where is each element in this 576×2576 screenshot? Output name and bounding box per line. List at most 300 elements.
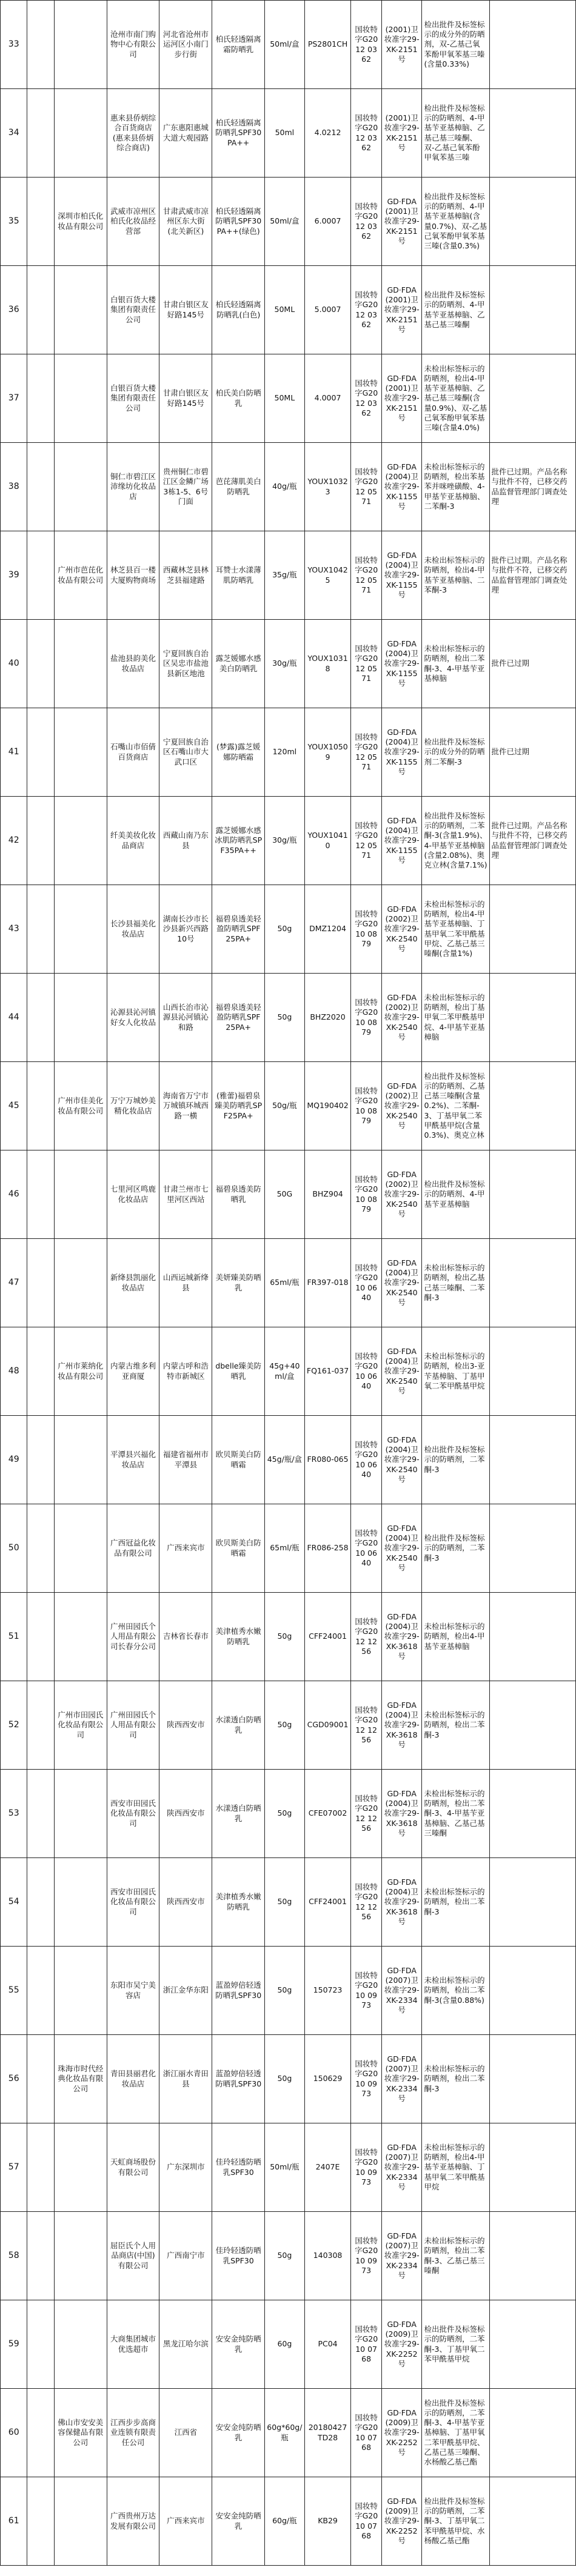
finding-text: 未检出标签标示的防晒剂，检出4-甲基苄亚基樟脑、丁基甲氧二苯甲酰基甲烷: [422, 2123, 489, 2212]
specification: 50g: [265, 974, 305, 1062]
batch-number: 2407E: [304, 2123, 351, 2212]
producer-address: 黑龙江哈尔滨: [159, 2300, 212, 2389]
spacer-cell: [27, 1770, 54, 1858]
row-number: 38: [1, 443, 27, 531]
table-row: [1, 2212, 576, 2300]
batch-number: 6.0007: [304, 178, 351, 266]
table-row: [1, 443, 576, 531]
specification: 50g: [265, 1681, 305, 1770]
product-name: 安安金纯防晒乳: [212, 2477, 265, 2566]
permit-number: 国妆特字G2012 0571: [351, 708, 381, 797]
applicant-company: [54, 1770, 107, 1858]
license-number: GD·FDA(2007)卫妆准字29-XK-2334号: [381, 2035, 422, 2123]
remark-text: [489, 1, 575, 89]
producer-address: 内蒙古呼和浩特市新城区: [159, 1327, 212, 1416]
specification: 30g/瓶: [265, 620, 305, 708]
producer-address: 宁夏回族自治区石嘴山市大武口区: [159, 708, 212, 797]
applicant-company: 佛山市安安美容保健品有限公司: [54, 2389, 107, 2477]
product-name: 柏氏轻透隔离霜防晒乳: [212, 1, 265, 89]
producer-name: 林芝县百一楼大厦购物商场: [107, 531, 159, 620]
permit-number: 国妆特字G2012 0362: [351, 354, 381, 443]
producer-address: 广东惠阳惠城大道大观园路: [159, 89, 212, 178]
producer-name: 内蒙古维多利亚商厦: [107, 1327, 159, 1416]
remark-text: [489, 1327, 575, 1416]
product-name: 美妍臻美防晒乳: [212, 1239, 265, 1327]
permit-number: 国妆特字G2010 0879: [351, 1062, 381, 1150]
producer-address: 陕西西安市: [159, 1681, 212, 1770]
applicant-company: [54, 2300, 107, 2389]
applicant-company: 广州市莱纳化妆品有限公司: [54, 1327, 107, 1416]
finding-text: 检出批件及标签标示的防晒剂、乙基己基三嗪酮(含量0.2%)、二苯酮-3、丁基甲氧二苯甲酰基甲烷(含量0.3%)、奥克立林: [422, 1062, 489, 1150]
finding-text: 检出批件及标签标示的防晒剂、4-甲基苄亚基樟脑: [422, 1150, 489, 1239]
producer-name: 铜仁市碧江区沛缘坊化妆品店: [107, 443, 159, 531]
batch-number: FR086-258: [304, 1504, 351, 1593]
producer-name: 纤美美妆化妆品商店: [107, 797, 159, 885]
finding-text: 未检出标签标示的防晒剂，检出二苯酮-3: [422, 1681, 489, 1770]
permit-number: 国妆特字G2010 0973: [351, 2212, 381, 2300]
specification: 30g/瓶: [265, 797, 305, 885]
product-name: 水漾透白防晒乳: [212, 1770, 265, 1858]
remark-text: [489, 2212, 575, 2300]
license-number: GD·FDA(2004)卫妆准字29-XK-1155号: [381, 531, 422, 620]
spacer-cell: [27, 1062, 54, 1150]
license-number: GD·FDA(2004)卫妆准字29-XK-3618号: [381, 1593, 422, 1681]
remark-text: [489, 89, 575, 178]
table-row: [1, 531, 576, 620]
table-row: [1, 885, 576, 974]
table-row: [1, 1858, 576, 1947]
producer-name: 屈臣氏个人用品商店(中国)有限公司: [107, 2212, 159, 2300]
finding-text: 未检出标签标示的防晒剂，检出二苯酮-3、乙基己基三嗪酮: [422, 2212, 489, 2300]
producer-address: 甘肃武威市凉州区东大街(北关新区): [159, 178, 212, 266]
license-number: GD·FDA(2002)卫妆准字29-XK-2540号: [381, 1150, 422, 1239]
row-number: 51: [1, 1593, 27, 1681]
license-number: (2001)卫妆准字29-XK-2151号: [381, 1, 422, 89]
remark-text: 批件已过期。产品名称与批件不符，已移交药品监督管理部门调查处理: [489, 443, 575, 531]
producer-address: 山西长治市沁源县沁河镇沁和路: [159, 974, 212, 1062]
batch-number: CGD09001: [304, 1681, 351, 1770]
spacer-cell: [27, 708, 54, 797]
applicant-company: [54, 443, 107, 531]
specification: 60g: [265, 2300, 305, 2389]
batch-number: 4.0007: [304, 354, 351, 443]
product-name: 福碧泉透美轻盈防晒乳SPF25PA+: [212, 974, 265, 1062]
product-name: 美津植秀水嫩防晒乳: [212, 1593, 265, 1681]
product-name: (雅蕾)福碧泉臻美防晒乳SPF25PA+: [212, 1062, 265, 1150]
product-name: 露芝媛娜水感冰肌防晒乳SPF35PA++: [212, 797, 265, 885]
row-number: 57: [1, 2123, 27, 2212]
spacer-cell: [27, 1858, 54, 1947]
permit-number: 国妆特字G2012 0362: [351, 1, 381, 89]
permit-number: 国妆特字G2010 0879: [351, 885, 381, 974]
finding-text: 检出批件及标签标示的防晒剂，二苯酮-3、丁基甲氧二苯甲酰基甲烷: [422, 2300, 489, 2389]
applicant-company: 珠海市时代经典化妆品有限公司: [54, 2035, 107, 2123]
product-name: 蓝盈婷倍轻透防晒乳SPF30: [212, 1947, 265, 2035]
applicant-company: [54, 1858, 107, 1947]
row-number: 48: [1, 1327, 27, 1416]
product-name: dbelle臻美防晒乳: [212, 1327, 265, 1416]
spacer-cell: [27, 885, 54, 974]
producer-address: 浙江金华东阳: [159, 1947, 212, 2035]
product-name: 柏氏轻透隔离防晒乳SPF30PA++(绿色): [212, 178, 265, 266]
product-name: 福碧泉透美轻盈防晒乳SPF25PA+: [212, 885, 265, 974]
batch-number: CFF24001: [304, 1593, 351, 1681]
specification: 50g: [265, 2035, 305, 2123]
applicant-company: [54, 2477, 107, 2566]
row-number: 42: [1, 797, 27, 885]
row-number: 34: [1, 89, 27, 178]
specification: 50G: [265, 1150, 305, 1239]
row-number: 41: [1, 708, 27, 797]
spacer-cell: [27, 1947, 54, 2035]
row-number: 39: [1, 531, 27, 620]
row-number: 36: [1, 266, 27, 354]
batch-number: YOUX10318: [304, 620, 351, 708]
table-row: [1, 1504, 576, 1593]
producer-name: 广州田园氏个人用品有限公司: [107, 1681, 159, 1770]
remark-text: [489, 1239, 575, 1327]
row-number: 56: [1, 2035, 27, 2123]
finding-text: 未检出标签标示的防晒剂，检出乙基己基三嗪酮、二苯酮-3: [422, 1239, 489, 1327]
row-number: 43: [1, 885, 27, 974]
batch-number: FR080-065: [304, 1416, 351, 1504]
applicant-company: [54, 1, 107, 89]
finding-text: 未检出标签标示的防晒剂，检出4-甲基苄亚基樟脑: [422, 1593, 489, 1681]
producer-name: 广西贵州万达发展有限公司: [107, 2477, 159, 2566]
specification: 40g/瓶: [265, 443, 305, 531]
remark-text: [489, 2123, 575, 2212]
permit-number: 国妆特字G2010 0973: [351, 1947, 381, 2035]
finding-text: 未检出标签标示的防晒剂，检出3-亚苄基樟脑、丁基甲氧二苯甲酰基甲烷: [422, 1327, 489, 1416]
producer-address: 广东深圳市: [159, 2123, 212, 2212]
spacer-cell: [27, 1, 54, 89]
finding-text: 检出批件及标签标示的防晒剂，二苯酮-3: [422, 1416, 489, 1504]
spacer-cell: [27, 531, 54, 620]
producer-address: 海南省万宁市万城镇环城西路一横: [159, 1062, 212, 1150]
producer-name: 青田县丽君化妆品店: [107, 2035, 159, 2123]
spacer-cell: [27, 266, 54, 354]
license-number: GD·FDA(2009)卫妆准字29-XK-2252号: [381, 2477, 422, 2566]
product-name: 水漾透白防晒乳: [212, 1681, 265, 1770]
license-number: GD·FDA(2004)卫妆准字29-XK-2540号: [381, 1416, 422, 1504]
product-name: 欧贝斯美白防晒霜: [212, 1504, 265, 1593]
license-number: GD·FDA(2007)卫妆准字29-XK-2334号: [381, 2212, 422, 2300]
table-row: [1, 266, 576, 354]
producer-name: 白银百货大楼集团有限责任公司: [107, 354, 159, 443]
spacer-cell: [27, 89, 54, 178]
remark-text: [489, 1947, 575, 2035]
product-name: 蓝盈婷倍轻透防晒乳SPF30: [212, 2035, 265, 2123]
spacer-cell: [27, 1681, 54, 1770]
producer-address: 福建省福州市平潭县: [159, 1416, 212, 1504]
finding-text: 检出批件及标签标示的防晒剂、4-甲基苄亚基樟脑(含量0.7%)、双-乙基己氧苯酚甲氧苯基三嗪(含量0.3%): [422, 178, 489, 266]
permit-number: 国妆特字G2012 0571: [351, 531, 381, 620]
table-row: [1, 1770, 576, 1858]
finding-text: 未检出标签标示的防晒剂，检出4-甲基苄亚基樟脑、二苯酮-3: [422, 531, 489, 620]
permit-number: 国妆特字G2010 0879: [351, 974, 381, 1062]
batch-number: DMZ1204: [304, 885, 351, 974]
applicant-company: [54, 797, 107, 885]
table-body: [1, 1, 576, 2566]
table-row: [1, 2035, 576, 2123]
table-row: [1, 1062, 576, 1150]
product-name: 佳玲轻透防晒乳SPF30: [212, 2123, 265, 2212]
applicant-company: [54, 89, 107, 178]
permit-number: 国妆特字G2010 0640: [351, 1327, 381, 1416]
producer-name: 西安市田园氏化妆品有限公司: [107, 1858, 159, 1947]
table-row: [1, 354, 576, 443]
spacer-cell: [27, 1327, 54, 1416]
license-number: GD·FDA(2002)卫妆准字29-XK-2540号: [381, 885, 422, 974]
permit-number: 国妆特字G2012 1256: [351, 1858, 381, 1947]
producer-address: 陕西西安市: [159, 1858, 212, 1947]
permit-number: 国妆特字G2010 0973: [351, 2035, 381, 2123]
remark-text: [489, 2477, 575, 2566]
specification: 50ML: [265, 266, 305, 354]
spacer-cell: [27, 2212, 54, 2300]
permit-number: 国妆特字G2012 0362: [351, 266, 381, 354]
remark-text: [489, 1150, 575, 1239]
batch-number: FR397-018: [304, 1239, 351, 1327]
remark-text: [489, 266, 575, 354]
specification: 50g: [265, 1947, 305, 2035]
finding-text: 未检出标签标示的防晒剂，检出4-甲基苄亚基樟脑、乙基己基三嗪酮(含量0.9%)、双-乙基己氧苯酚甲氧苯基三嗪(含量4.0%): [422, 354, 489, 443]
batch-number: 150723: [304, 1947, 351, 2035]
remark-text: [489, 885, 575, 974]
table-row: [1, 2300, 576, 2389]
spacer-cell: [27, 797, 54, 885]
spacer-cell: [27, 1416, 54, 1504]
batch-number: PC04: [304, 2300, 351, 2389]
remark-text: 批件已过期: [489, 620, 575, 708]
remark-text: [489, 974, 575, 1062]
remark-text: [489, 1858, 575, 1947]
batch-number: YOUX10425: [304, 531, 351, 620]
license-number: GD·FDA(2004)卫妆准字29-XK-3618号: [381, 1858, 422, 1947]
remark-text: [489, 1593, 575, 1681]
spacer-cell: [27, 620, 54, 708]
row-number: 59: [1, 2300, 27, 2389]
product-name: 柏氏轻透隔离防晒乳SPF30PA++: [212, 89, 265, 178]
remark-text: [489, 1681, 575, 1770]
specification: 65ml/瓶: [265, 1239, 305, 1327]
permit-number: 国妆特字G2012 1256: [351, 1681, 381, 1770]
batch-number: 150629: [304, 2035, 351, 2123]
remark-text: [489, 1770, 575, 1858]
producer-address: 浙江丽水青田县: [159, 2035, 212, 2123]
remark-text: [489, 178, 575, 266]
specification: 50ml/盒: [265, 178, 305, 266]
producer-address: 西藏林芝县林芝县福建路: [159, 531, 212, 620]
specification: 50g: [265, 1593, 305, 1681]
finding-text: 检出批件及标签标示的防晒剂，二苯酮-3、丁基甲氧二苯甲酰基甲烷、水杨酸乙基己酯: [422, 2477, 489, 2566]
row-number: 54: [1, 1858, 27, 1947]
product-name: (梦露)露芝媛娜防晒霜: [212, 708, 265, 797]
producer-name: 长沙县福美化妆品店: [107, 885, 159, 974]
specification: 50ml/瓶: [265, 2123, 305, 2212]
batch-number: CFE07002: [304, 1770, 351, 1858]
producer-address: 西藏山南乃东县: [159, 797, 212, 885]
table-row: [1, 1947, 576, 2035]
specification: 45g+40ml/盒: [265, 1327, 305, 1416]
producer-name: 西安市田园氏化妆品有限公司: [107, 1770, 159, 1858]
table-row: [1, 1150, 576, 1239]
batch-number: 5.0007: [304, 266, 351, 354]
spacer-cell: [27, 2477, 54, 2566]
product-name: 芭芘薄肌美白防晒乳: [212, 443, 265, 531]
row-number: 33: [1, 1, 27, 89]
producer-address: 贵州铜仁市碧江区金鳞广场3栋1-5、6号门面: [159, 443, 212, 531]
product-name: 福碧泉透美防晒乳: [212, 1150, 265, 1239]
product-name: 露芝媛娜水感美白防晒乳: [212, 620, 265, 708]
table-row: [1, 2389, 576, 2477]
license-number: GD·FDA(2004)卫妆准字29-XK-3618号: [381, 1681, 422, 1770]
license-number: GD·FDA(2007)卫妆准字29-XK-2334号: [381, 1947, 422, 2035]
spacer-cell: [27, 2389, 54, 2477]
finding-text: 未检出标签标示的防晒剂，检出二苯酮-3、4-甲基苄亚基樟脑: [422, 620, 489, 708]
row-number: 37: [1, 354, 27, 443]
producer-name: 沁源县沁河镇好女人化妆品: [107, 974, 159, 1062]
row-number: 53: [1, 1770, 27, 1858]
table-row: [1, 1681, 576, 1770]
license-number: (2001)卫妆准字29-XK-2151号: [381, 89, 422, 178]
specification: 60g*60g/瓶: [265, 2389, 305, 2477]
product-name: 安安金纯防晒乳: [212, 2389, 265, 2477]
producer-address: 宁夏回族自治区吴忠市盐池县新区地池: [159, 620, 212, 708]
license-number: GD·FDA(2004)卫妆准字29-XK-2540号: [381, 1327, 422, 1416]
permit-number: 国妆特字G2012 1256: [351, 1770, 381, 1858]
license-number: GD·FDA(2004)卫妆准字29-XK-2540号: [381, 1239, 422, 1327]
finding-text: 检出批件及标签标示的成分外的防晒剂二苯酮-3: [422, 708, 489, 797]
producer-address: 广西来宾市: [159, 2477, 212, 2566]
spacer-cell: [27, 443, 54, 531]
batch-number: 4.0212: [304, 89, 351, 178]
spacer-cell: [27, 2123, 54, 2212]
applicant-company: [54, 266, 107, 354]
batch-number: 140308: [304, 2212, 351, 2300]
row-number: 52: [1, 1681, 27, 1770]
producer-address: 甘肃白银区友好路145号: [159, 266, 212, 354]
permit-number: 国妆特字G2010 0768: [351, 2389, 381, 2477]
table-row: [1, 1593, 576, 1681]
table-row: [1, 1327, 576, 1416]
license-number: GD·FDA(2001)卫妆准字29-XK-2151号: [381, 178, 422, 266]
license-number: GD·FDA(2004)卫妆准字29-XK-1155号: [381, 797, 422, 885]
table-row: [1, 620, 576, 708]
license-number: GD·FDA(2004)卫妆准字29-XK-1155号: [381, 620, 422, 708]
table-row: [1, 2123, 576, 2212]
remark-text: [489, 1062, 575, 1150]
permit-number: 国妆特字G2012 0571: [351, 620, 381, 708]
producer-address: 河北省沧州市运河区小南门步行街: [159, 1, 212, 89]
producer-name: 七里河区鸣鹿化妆品店: [107, 1150, 159, 1239]
finding-text: 未检出标签标示的防晒剂，检出二苯酮-3(含量0.88%): [422, 1947, 489, 2035]
remark-text: 批件已过期: [489, 708, 575, 797]
applicant-company: [54, 1150, 107, 1239]
producer-address: 陕西西安市: [159, 1770, 212, 1858]
remark-text: [489, 1416, 575, 1504]
row-number: 49: [1, 1416, 27, 1504]
row-number: 50: [1, 1504, 27, 1593]
producer-name: 武威市凉州区柏氏化妆品经营部: [107, 178, 159, 266]
row-number: 61: [1, 2477, 27, 2566]
row-number: 35: [1, 178, 27, 266]
applicant-company: 深圳市柏氏化妆品有限公司: [54, 178, 107, 266]
specification: 50ml: [265, 89, 305, 178]
license-number: GD·FDA(2004)卫妆准字29-XK-1155号: [381, 708, 422, 797]
finding-text: 未检出标签标示的防晒剂，检出4-甲基苄亚基樟脑、丁基甲氧二苯甲酰基甲烷、乙基己基三嗪酮(含量1%): [422, 885, 489, 974]
specification: 50g: [265, 1770, 305, 1858]
specification: 65ml/瓶: [265, 1504, 305, 1593]
applicant-company: [54, 620, 107, 708]
specification: 50ml/盒: [265, 1, 305, 89]
license-number: GD·FDA(2009)卫妆准字29-XK-2252号: [381, 2300, 422, 2389]
remark-text: [489, 2389, 575, 2477]
row-number: 55: [1, 1947, 27, 2035]
table-row: [1, 1239, 576, 1327]
producer-address: 甘肃兰州市七里河区西站: [159, 1150, 212, 1239]
row-number: 40: [1, 620, 27, 708]
product-name: 耳赞士水漾薄肌防晒乳: [212, 531, 265, 620]
producer-name: 广州田园氏个人用品有限公司长春分公司: [107, 1593, 159, 1681]
row-number: 47: [1, 1239, 27, 1327]
permit-number: 国妆特字G2010 0879: [351, 1150, 381, 1239]
producer-name: 江西步步高商业连锁有限责任公司: [107, 2389, 159, 2477]
producer-name: 白银百货大楼集团有限责任公司: [107, 266, 159, 354]
batch-number: 20180427TD28: [304, 2389, 351, 2477]
finding-text: 检出批件及标签标示的防晒剂，二苯酮-3、4-甲基苄亚基樟脑、丁基甲氧二苯甲酰基甲烷、乙基己基三嗪酮、水杨酸乙基己酯: [422, 2389, 489, 2477]
product-name: 安安金纯防晒乳: [212, 2300, 265, 2389]
permit-number: 国妆特字G2010 0973: [351, 2123, 381, 2212]
permit-number: 国妆特字G2012 0571: [351, 443, 381, 531]
applicant-company: 广州市芭芘化妆品有限公司: [54, 531, 107, 620]
applicant-company: [54, 1416, 107, 1504]
applicant-company: [54, 1239, 107, 1327]
finding-text: 未检出标签标示的防晒剂，检出二苯酮-3: [422, 2035, 489, 2123]
product-name: 柏氏轻透隔离防晒乳(白色): [212, 266, 265, 354]
producer-name: 惠来县侨炳综合百货商店(惠来县侨炳综合商店): [107, 89, 159, 178]
product-name: 美津植秀水嫩防晒乳: [212, 1858, 265, 1947]
table-row: [1, 89, 576, 178]
license-number: GD·FDA(2004)卫妆准字29-XK-1155号: [381, 443, 422, 531]
row-number: 46: [1, 1150, 27, 1239]
spacer-cell: [27, 2300, 54, 2389]
license-number: GD·FDA(2002)卫妆准字29-XK-2540号: [381, 974, 422, 1062]
remark-text: [489, 2300, 575, 2389]
applicant-company: [54, 354, 107, 443]
finding-text: 未检出标签标示的防晒剂，检出二苯酮-3: [422, 1858, 489, 1947]
license-number: GD·FDA(2001)卫妆准字29-XK-2151号: [381, 354, 422, 443]
table-row: [1, 974, 576, 1062]
permit-number: 国妆特字G2012 0362: [351, 178, 381, 266]
permit-number: 国妆特字G2010 0768: [351, 2477, 381, 2566]
finding-text: 检出批件及标签标示的防晒剂、4-甲基苄亚基樟脑、乙基己基三嗪酮、双-乙基己氧苯酚甲氧苯基三嗪: [422, 89, 489, 178]
license-number: GD·FDA(2007)卫妆准字29-XK-2334号: [381, 2123, 422, 2212]
applicant-company: [54, 708, 107, 797]
remark-text: [489, 354, 575, 443]
producer-name: 万宁万城妙美精化妆品店: [107, 1062, 159, 1150]
permit-number: 国妆特字G2010 0640: [351, 1416, 381, 1504]
applicant-company: [54, 885, 107, 974]
permit-number: 国妆特字G2010 0640: [351, 1504, 381, 1593]
batch-number: YOUX10410: [304, 797, 351, 885]
producer-address: 湖南长沙市长沙县新兴西路10号: [159, 885, 212, 974]
table-row: [1, 797, 576, 885]
license-number: GD·FDA(2004)卫妆准字29-XK-3618号: [381, 1770, 422, 1858]
product-name: 欧贝斯美白防晒霜: [212, 1416, 265, 1504]
table-row: [1, 1, 576, 89]
remark-text: 批件已过期。产品名称与批件不符，已移交药品监督管理部门调查处理: [489, 531, 575, 620]
